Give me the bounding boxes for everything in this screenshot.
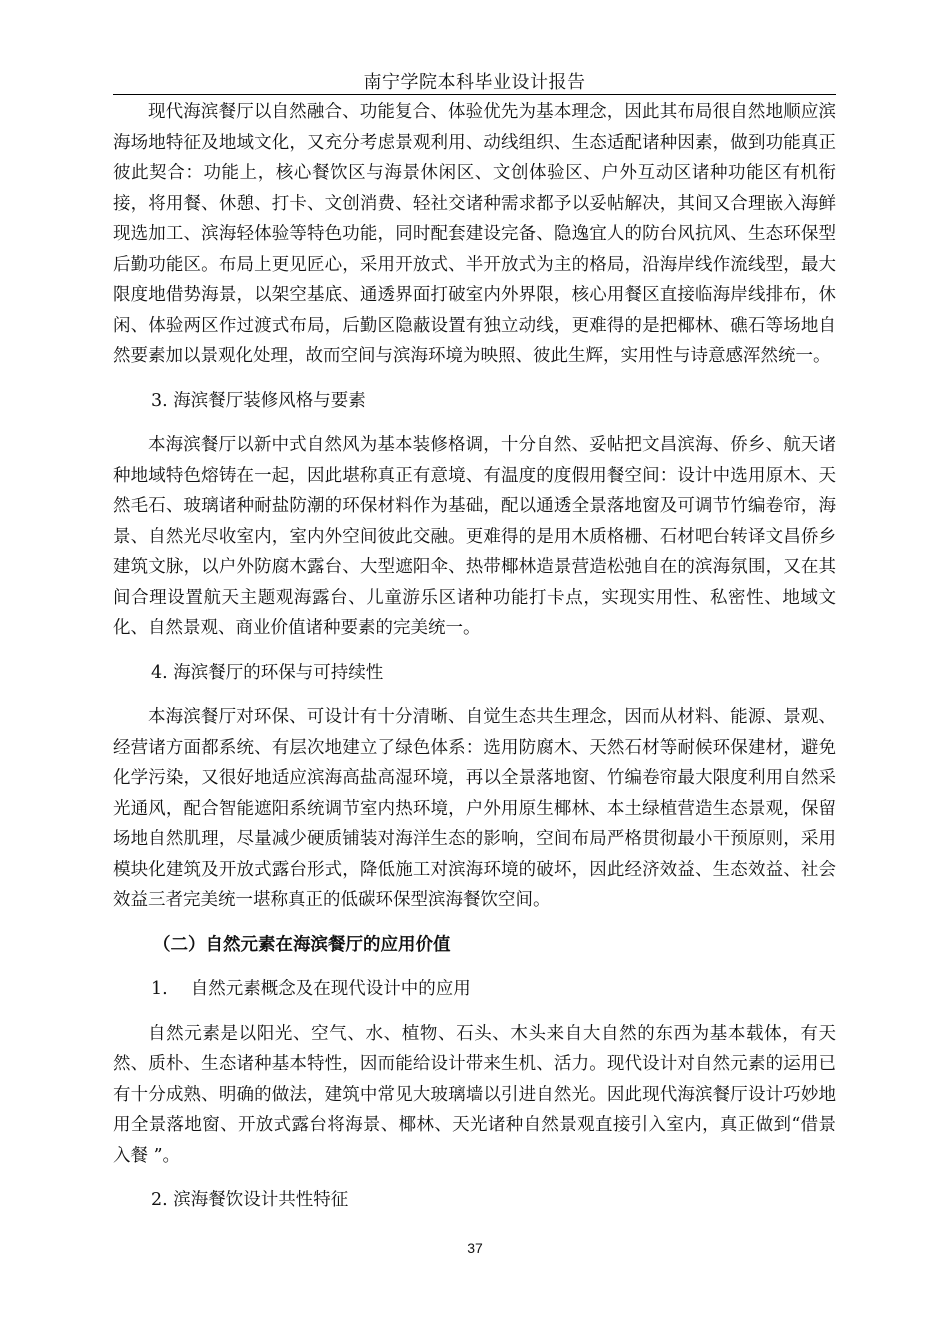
chapter-heading-natural-elements: （二）自然元素在海滨餐厅的应用价值 [153,934,451,955]
paragraph-layout-intro: 现代海滨餐厅以自然融合、功能复合、体验优先为基本理念，因此其布局很自然地顺应滨海场地特征及地域文化，又充分考虑景观利用、动线组织、生态适配诸种因素，做到功能真正彼此契合：功能上，核心餐饮区与海景休闲区、文创体验区、户外互动区诸种功能区有机衔接，将用餐、休憩、打卡、文创消费、轻社交诸种需求都予以妥帖解决，其间又合理嵌入海鲜现选加工、滨海轻体验等特色功能，同时配套建设完备、隐逸宜人的防台风抗风、生态环保型后勤功能区。布局上更见匠心，采用开放式、半开放式为主的格局，沿海岸线作流线型，最大限度地借势海景，以架空基底、通透界面打破室内外界限，核心用餐区直接临海岸线排布，休闲、体验两区作过渡式布局，后勤区隐蔽设置有独立动线，更难得的是把椰林、礁石等场地自然要素加以景观化处理，故而空间与滨海环境为映照、彼此生辉，实用性与诗意感浑然统一。 [113,102,836,366]
document-body [113,97,836,1216]
section-heading-common-features: 2. 滨海餐饮设计共性特征 [151,1190,349,1210]
page-number: 37 [467,1240,483,1256]
header-divider [113,94,836,95]
paragraph-sustainability: 本海滨餐厅对环保、可设计有十分清晰、自觉生态共生理念，因而从材料、能源、景观、经营诸方面都系统、有层次地建立了绿色体系：选用防腐木、天然石材等耐候环保建材，避免化学污染，又很好地适应滨海高盐高湿环境，再以全景落地窗、竹编卷帘最大限度利用自然采光通风，配合智能遮阳系统调节室内热环境，户外用原生椰林、本土绿植营造生态景观，保留场地自然肌理，尽量减少硬质铺装对海洋生态的影响，空间布局严格贯彻最小干预原则，采用模块化建筑及开放式露台形式，降低施工对滨海环境的破坏，因此经济效益、生态效益、社会效益三者完美统一堪称真正的低碳环保型滨海餐饮空间。 [113,707,836,910]
paragraph-natural-elements: 自然元素是以阳光、空气、水、植物、石头、木头来自大自然的东西为基本载体，有天然、质朴、生态诸种基本特性，因而能给设计带来生机、活力。现代设计对自然元素的运用已有十分成熟、明确的做法，建筑中常见大玻璃墙以引进自然光。因此现代海滨餐厅设计巧妙地用全景落地窗、开放式露台将海景、椰林、天光诸种自然景观直接引入室内，真正做到“借景入餐 ”。 [113,1023,836,1166]
section-heading-sustainability: 4. 海滨餐厅的环保与可持续性 [151,662,384,683]
section-heading-decor-style: 3. 海滨餐厅装修风格与要素 [151,390,366,411]
paragraph-decor-style: 本海滨餐厅以新中式自然风为基本装修格调，十分自然、妥帖把文昌滨海、侨乡、航天诸种地域特色熔铸在一起，因此堪称真正有意境、有温度的度假用餐空间：设计中选用原木、天然毛石、玻璃诸种耐盐防潮的环保材料作为基础，配以通透全景落地窗及可调节竹编卷帘，海景、自然光尽收室内，室内外空间彼此交融。更难得的是用木质格栅、石材吧台转译文昌侨乡建筑文脉，以户外防腐木露台、大型遮阳伞、热带椰林造景营造松弛自在的滨海氛围，又在其间合理设置航天主题观海露台、儿童游乐区诸种功能打卡点，实现实用性、私密性、地域文化、自然景观、商业价值诸种要素的完美统一。 [113,435,836,638]
page-header-title: 南宁学院本科毕业设计报告 [363,72,586,93]
section-heading-natural-elements-concept: 1. 自然元素概念及在现代设计中的应用 [151,979,471,999]
